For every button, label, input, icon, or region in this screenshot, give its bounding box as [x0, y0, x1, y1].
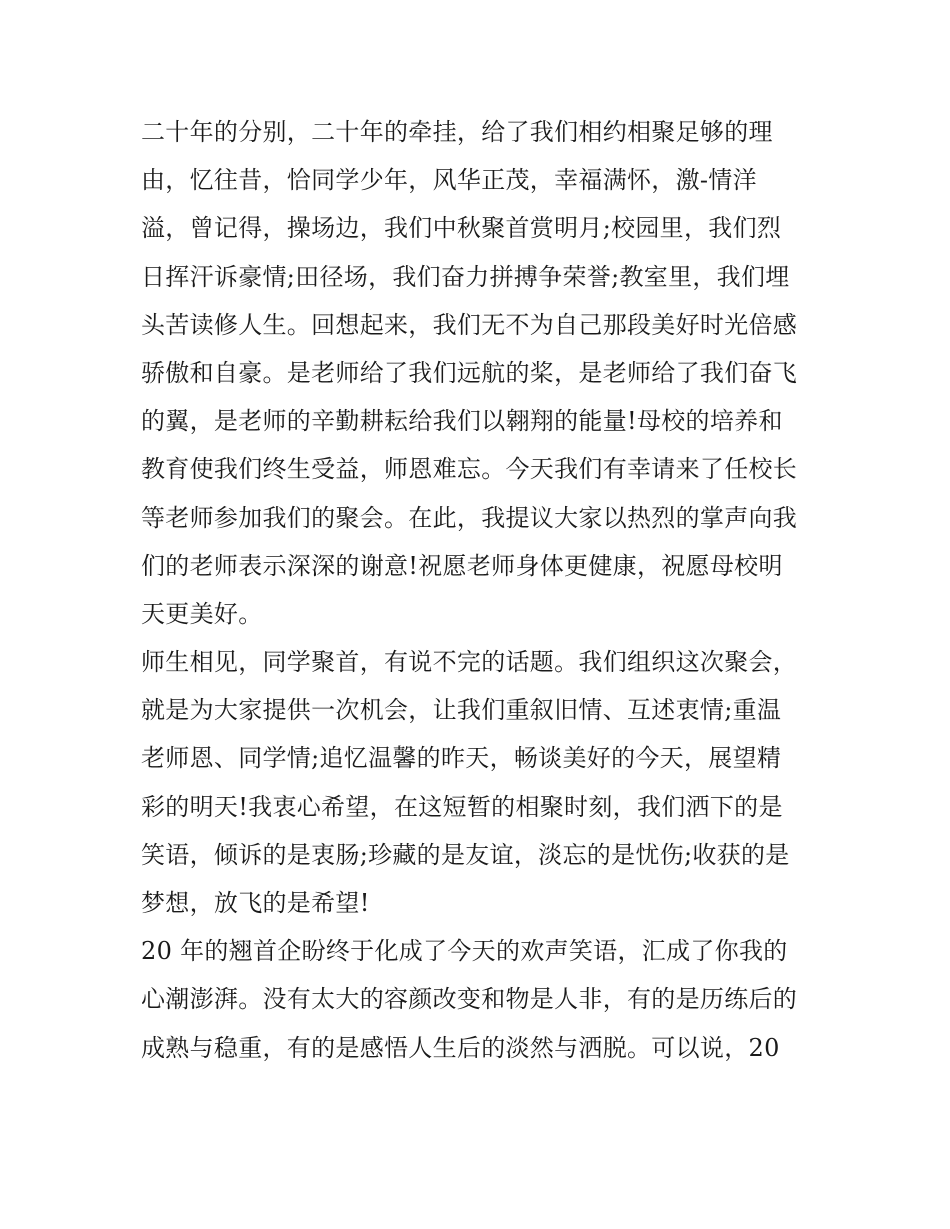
text-line: 溢，曾记得，操场边，我们中秋聚首赏明月;校园里，我们烈 — [141, 214, 782, 243]
text-line: 梦想，放飞的是希望! — [141, 889, 370, 917]
text-line: 日挥汗诉豪情;田径场，我们奋力拼搏争荣誉;教室里，我们埋 — [141, 262, 790, 291]
text-line: 20 年的翘首企盼终于化成了今天的欢声笑语，汇成了你我的 — [141, 937, 788, 966]
text-line: 头苦读修人生。回想起来，我们无不为自己那段美好时光倍感 — [141, 310, 798, 339]
text-line: 等老师参加我们的聚会。在此，我提议大家以热烈的掌声向我 — [141, 503, 798, 532]
text-line: 由，忆往昔，恰同学少年，风华正茂，幸福满怀，激-情洋 — [141, 166, 757, 195]
text-line: 成熟与稳重，有的是感悟人生后的淡然与洒脱。可以说，20 — [141, 1033, 780, 1062]
text-line: 笑语，倾诉的是衷肠;珍藏的是友谊，淡忘的是忧伤;收获的是 — [141, 840, 790, 869]
text-line: 教育使我们终生受益，师恩难忘。今天我们有幸请来了任校长 — [141, 455, 798, 484]
text-line: 心潮澎湃。没有太大的容颜改变和物是人非，有的是历练后的 — [141, 985, 798, 1014]
text-line: 们的老师表示深深的谢意!祝愿老师身体更健康，祝愿母校明 — [141, 551, 783, 580]
text-line: 骄傲和自豪。是老师给了我们远航的桨，是老师给了我们奋飞 — [141, 358, 798, 387]
text-line: 二十年的分别，二十年的牵挂，给了我们相约相聚足够的理 — [141, 118, 773, 146]
text-line: 的翼，是老师的辛勤耕耘给我们以翱翔的能量!母校的培养和 — [141, 407, 783, 436]
text-line: 老师恩、同学情;追忆温馨的昨天，畅谈美好的今天，展望精 — [141, 744, 782, 773]
text-line: 彩的明天!我衷心希望，在这短暂的相聚时刻，我们洒下的是 — [141, 792, 783, 821]
text-line: 就是为大家提供一次机会，让我们重叙旧情、互述衷情;重温 — [141, 696, 782, 725]
document-body — [141, 108, 821, 1072]
text-line: 师生相见，同学聚首，有说不完的话题。我们组织这次聚会， — [141, 648, 798, 677]
text-line: 天更美好。 — [141, 599, 263, 628]
